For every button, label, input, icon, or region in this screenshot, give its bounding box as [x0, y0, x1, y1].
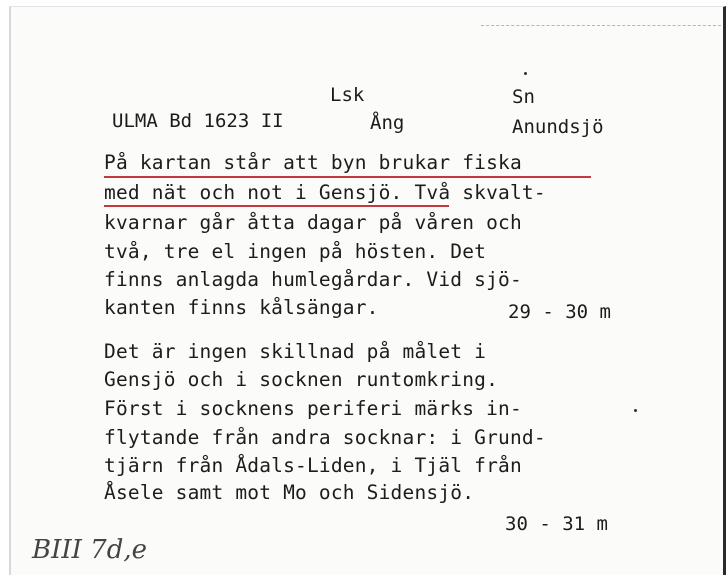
text-line: kvarnar går åtta dagar på våren och [104, 211, 522, 234]
top-perforation [481, 25, 721, 26]
text-line: finns anlagda humlegårdar. Vid sjö- [104, 268, 522, 291]
page-reference: 29 - 30 m [508, 301, 611, 323]
region-code: Sn [512, 86, 535, 108]
text-line: Åsele samt mot Mo och Sidensjö. [104, 481, 475, 504]
text-line: två, tre el ingen på hösten. Det [104, 240, 487, 263]
text-line: kanten finns kålsängar. [104, 296, 379, 319]
parish-name: Anundsjö [512, 116, 604, 138]
page-reference: 30 - 31 m [505, 513, 608, 535]
text-line: Det är ingen skillnad på målet i [104, 340, 487, 363]
handwritten-note: BIII 7d,e [32, 535, 148, 565]
text-line: Gensjö och i socknen runtomkring. [104, 368, 499, 391]
text-line: På kartan står att byn brukar fiska [104, 151, 522, 174]
red-underline [104, 205, 449, 207]
category-word: Ång [370, 112, 405, 134]
category-code: Lsk [330, 84, 365, 106]
text-line: tjärn från Ådals-Liden, i Tjäl från [104, 454, 522, 477]
text-line: flytande från andra socknar: i Grund- [104, 426, 546, 449]
text-line: med nät och not i Gensjö. Två skvalt- [104, 181, 546, 204]
red-underline [104, 176, 591, 178]
ink-speck [634, 409, 637, 412]
text-line: Först i socknens periferi märks in- [104, 397, 522, 420]
ink-speck [524, 72, 527, 75]
archive-reference: ULMA Bd 1623 II [112, 110, 284, 132]
